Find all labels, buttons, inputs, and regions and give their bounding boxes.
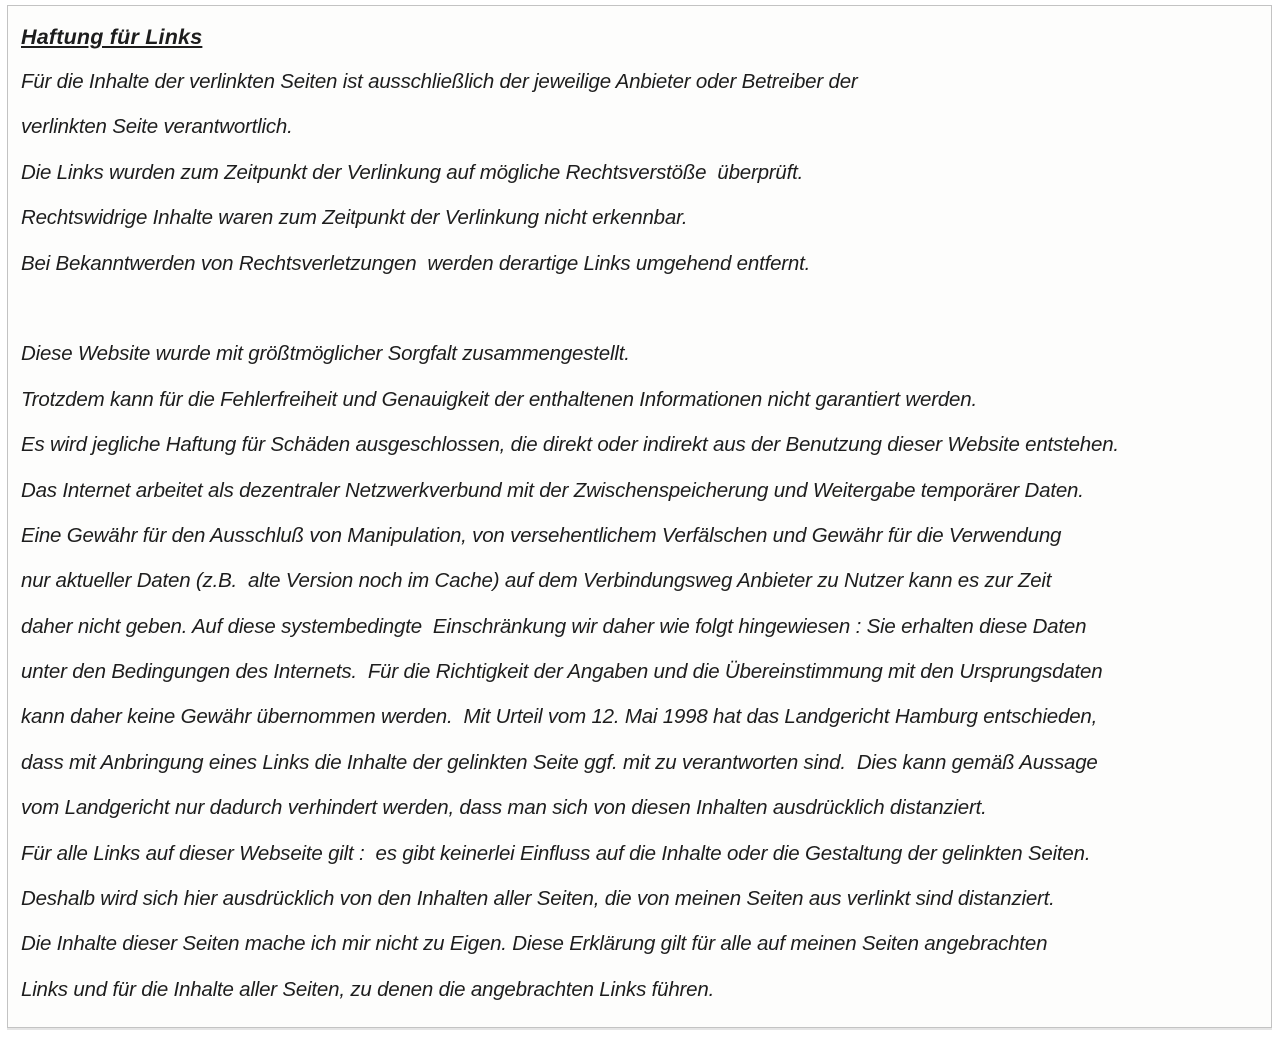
text-line: Für alle Links auf dieser Webseite gilt : es gibt keinerlei Einfluss auf die Inhalte oder die Gestaltung der gelinkten Seiten. xyxy=(21,841,1091,865)
text-line: nur aktueller Daten (z.B. alte Version noch im Cache) auf dem Verbindungsweg Anbieter zu Nutzer kann es zur Zeit xyxy=(21,569,1052,593)
text-line: kann daher keine Gewähr übernommen werden. Mit Urteil vom 12. Mai 1998 hat das Landgericht Hamburg entschieden, xyxy=(21,705,1098,729)
text-line: Trotzdem kann für die Fehlerfreiheit und Genauigkeit der enthaltenen Informationen nicht garantiert werden. xyxy=(21,387,977,411)
text-line: verlinkten Seite verantwortlich. xyxy=(21,115,293,139)
text-line: Bei Bekanntwerden von Rechtsverletzungen werden derartige Links umgehend entfernt. xyxy=(21,251,811,275)
text-line: unter den Bedingungen des Internets. Für die Richtigkeit der Angaben und die Übereinstimmung mit den Ursprungsdaten xyxy=(21,660,1103,684)
document-title: Haftung für Links xyxy=(21,25,203,49)
text-line: Eine Gewähr für den Ausschluß von Manipulation, von versehentlichem Verfälschen und Gewähr für die Verwendung xyxy=(21,523,1062,547)
text-line: Die Links wurden zum Zeitpunkt der Verlinkung auf mögliche Rechtsverstöße überprüft. xyxy=(21,160,804,184)
text-line: Es wird jegliche Haftung für Schäden ausgeschlossen, die direkt oder indirekt aus der Benutzung dieser Website entstehen. xyxy=(21,433,1119,457)
document-page xyxy=(7,5,1272,1028)
text-line: Die Inhalte dieser Seiten mache ich mir nicht zu Eigen. Diese Erklärung gilt für alle auf meinen Seiten angebrachten xyxy=(21,932,1048,956)
text-line: daher nicht geben. Auf diese systembedingte Einschränkung wir daher wie folgt hingewiesen : Sie erhalten diese Daten xyxy=(21,614,1087,638)
text-line: Das Internet arbeitet als dezentraler Netzwerkverbund mit der Zwischenspeicherung und Weitergabe temporärer Daten. xyxy=(21,478,1084,502)
document-body xyxy=(21,59,1257,1012)
text-line: Für die Inhalte der verlinkten Seiten ist ausschließlich der jeweilige Anbieter oder Betreiber der xyxy=(21,70,858,93)
text-line: Deshalb wird sich hier ausdrücklich von den Inhalten aller Seiten, die von meinen Seiten aus verlinkt sind distanziert. xyxy=(21,887,1055,911)
text-line: Diese Website wurde mit größtmöglicher Sorgfalt zusammengestellt. xyxy=(21,342,630,366)
text-line: dass mit Anbringung eines Links die Inhalte der gelinkten Seite ggf. mit zu verantworten sind. Dies kann gemäß Aussage xyxy=(21,750,1098,774)
text-line: Rechtswidrige Inhalte waren zum Zeitpunkt der Verlinkung nicht erkennbar. xyxy=(21,206,688,230)
text-line: vom Landgericht nur dadurch verhindert werden, dass man sich von diesen Inhalten ausdrücklich distanziert. xyxy=(21,796,987,820)
text-line xyxy=(21,286,1257,331)
text-line: Links und für die Inhalte aller Seiten, zu denen die angebrachten Links führen. xyxy=(21,977,715,1001)
